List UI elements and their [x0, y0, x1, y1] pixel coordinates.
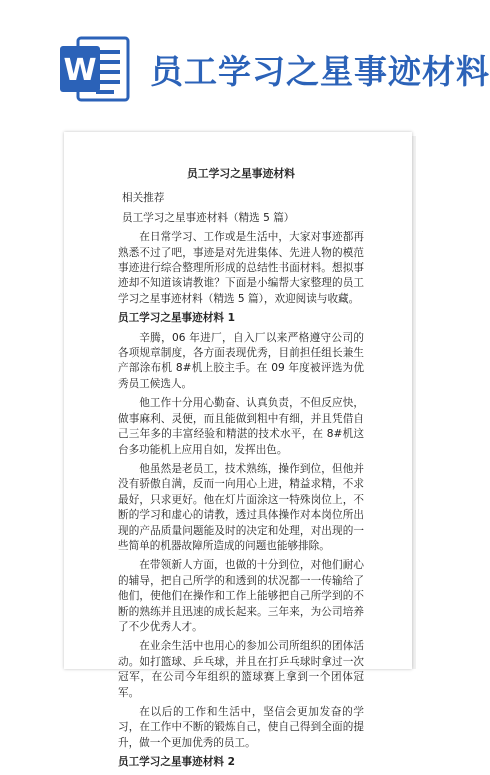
body-paragraph: 在带领新人方面，也做的十分到位，对他们耐心的辅导，把自己所学的和透到的状况都一一传输给了他们，使他们在操作和工作上能够把自己所学到的不断的熟练并且迅速的成长起来。三年来，为公司培养了不少优秀人才。 — [118, 559, 364, 633]
svg-text:W: W — [63, 53, 97, 88]
body-paragraph: 他虽然是老员工，技术熟练，操作到位，但他并没有骄傲自满，反而一向用心上进，精益求精，不求最好，只求更好。他在灯片面涂这一特殊岗位上，不断的学习和虚心的请教，透过具体操作对本岗位所出现的产品质量问题能及时的决定和处理，对出现的一些简单的机器故障所造成的问题也能够排除。 — [118, 462, 364, 552]
recommend-label: 相关推荐 — [122, 192, 165, 205]
document-page — [64, 132, 412, 769]
intro-paragraph: 在日常学习、工作或是生活中，大家对事迹都再熟悉不过了吧，事迹是对先进集体、先进人物的模范事迹进行综合整理所形成的总结性书面材料。想拟事迹却不知道该请教谁？下面是小编帮大家整理的员工学习之星事迹材料（精选 5 篇），欢迎阅读与收藏。 — [118, 231, 364, 305]
body-paragraph: 在以后的工作和生活中，坚信会更加发奋的学习，在工作中不断的锻炼自己，使自己得到全面的提升，做一个更加优秀的员工。 — [118, 706, 364, 749]
body-paragraph: 在业余生活中也用心的参加公司所组织的团体活动。如打篮球、乒乓球，并且在打乒乓球时拿过一次冠军，在公司今年组织的篮球赛上拿到一个团体冠军。 — [118, 640, 364, 699]
banner — [0, 0, 490, 120]
section-heading: 员工学习之星事迹材料 1 — [118, 312, 235, 325]
body-paragraph: 辛腾，06 年进厂，自入厂以来严格遵守公司的各项规章制度，各方面表现优秀，目前担任组长兼生产部涂布机 8#机上胶主手。在 09 年度被评选为优秀员工候选人。 — [118, 331, 364, 390]
document-title: 员工学习之星事迹材料 — [187, 167, 295, 180]
banner-title: 员工学习之星事迹材料 — [150, 52, 490, 91]
body-paragraph: 他工作十分用心勤奋、认真负责，不但反应快，做事麻利、灵便，而且能做到粗中有细，并且凭借自己三年多的丰富经验和精湛的技术水平，在 8#机这台多功能机上应用自如，发挥出色。 — [118, 397, 364, 456]
recommend-item[interactable]: 员工学习之星事迹材料（精选 5 篇） — [122, 211, 295, 224]
section-heading: 员工学习之星事迹材料 2 — [118, 756, 235, 769]
word-document-icon — [56, 30, 134, 108]
document-body — [118, 166, 364, 775]
